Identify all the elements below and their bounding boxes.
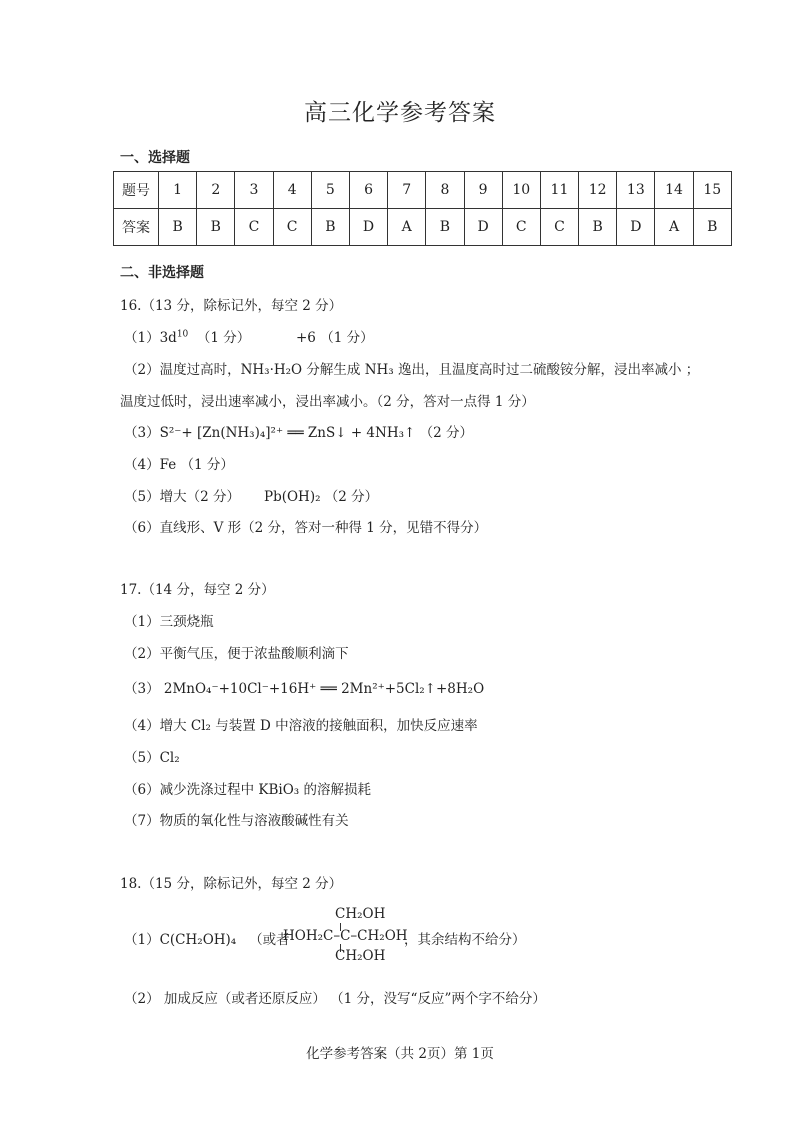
question-16-answer-4: （4）Fe （1 分） xyxy=(124,457,234,473)
table-header-answer: 答案 xyxy=(114,209,159,246)
question-17-answer-6: （6）减少洗涤过程中 KBiO₃ 的溶解损耗 xyxy=(124,782,371,798)
section-multiple-choice-heading: 一、选择题 xyxy=(120,150,190,166)
table-cell-answer: B xyxy=(311,209,349,246)
table-cell-answer: B xyxy=(159,209,197,246)
answer-text: （1 分） xyxy=(196,330,251,346)
table-cell-number: 9 xyxy=(464,172,502,209)
table-cell-answer: D xyxy=(349,209,387,246)
question-18-answer-2: （2） 加成反应（或者还原反应） （1 分，没写“反应”两个字不给分） xyxy=(124,991,546,1007)
answer-text: （5）增大（2 分） xyxy=(124,489,240,505)
question-17-answer-3: （3） 2MnO₄⁻+10Cl⁻+16H⁺ ══ 2Mn²⁺+5Cl₂↑+8H₂O xyxy=(124,681,485,697)
table-cell-answer: A xyxy=(655,209,693,246)
structure-bottom-group: CH₂OH xyxy=(335,948,386,964)
superscript: 10 xyxy=(176,329,189,340)
table-cell-answer: B xyxy=(426,209,464,246)
page-title: 高三化学参考答案 xyxy=(304,100,496,126)
question-16-answer-5-second: Pb(OH)₂ （2 分） xyxy=(264,489,379,505)
question-16-answer-2-line-1: （2）温度过高时，NH₃·H₂O 分解生成 NH₃ 逸出，且温度高时过二硫酸铵分解，浸出率减小 ； xyxy=(124,362,700,378)
table-cell-answer: D xyxy=(464,209,502,246)
structure-top-group: CH₂OH xyxy=(335,906,386,922)
table-cell-answer: B xyxy=(579,209,617,246)
table-cell-number: 7 xyxy=(388,172,426,209)
table-cell-answer: B xyxy=(197,209,235,246)
table-cell-number: 2 xyxy=(197,172,235,209)
table-cell-answer: B xyxy=(693,209,731,246)
table-cell-number: 3 xyxy=(235,172,273,209)
table-cell-number: 13 xyxy=(617,172,655,209)
answer-text: （1）3d xyxy=(124,330,177,346)
table-cell-number: 11 xyxy=(540,172,578,209)
structure-middle-chain: HOH₂C–C–CH₂OH xyxy=(283,928,408,944)
question-18-answer-1 xyxy=(124,928,290,948)
table-cell-answer: C xyxy=(235,209,273,246)
table-cell-answer: A xyxy=(388,209,426,246)
question-16-answer-2-line-2: 温度过低时，浸出速率减小，浸出率减小。（2 分，答对一点得 1 分） xyxy=(120,394,535,410)
table-header-number: 题号 xyxy=(114,172,159,209)
table-cell-number: 12 xyxy=(579,172,617,209)
answer-table xyxy=(113,171,732,246)
table-cell-number: 8 xyxy=(426,172,464,209)
question-16-answer-6: （6）直线形、V 形（2 分，答对一种得 1 分，见错不得分） xyxy=(124,520,488,536)
question-18-answer-1-tail: ，其余结构不给分） xyxy=(404,932,526,948)
question-17-heading: 17.（14 分，每空 2 分） xyxy=(120,582,275,598)
question-17-answer-2: （2）平衡气压，便于浓盐酸顺利滴下 xyxy=(124,646,349,662)
table-cell-number: 5 xyxy=(311,172,349,209)
table-cell-number: 14 xyxy=(655,172,693,209)
table-cell-number: 4 xyxy=(273,172,311,209)
question-18-heading: 18.（15 分，除标记外，每空 2 分） xyxy=(120,876,343,892)
question-17-answer-4: （4）增大 Cl₂ 与装置 D 中溶液的接触面积，加快反应速率 xyxy=(124,718,478,734)
table-cell-number: 1 xyxy=(159,172,197,209)
table-cell-answer: C xyxy=(502,209,540,246)
table-cell-number: 6 xyxy=(349,172,387,209)
question-16-answer-5 xyxy=(124,485,240,505)
question-17-answer-7: （7）物质的氧化性与溶液酸碱性有关 xyxy=(124,813,349,829)
table-row-answers xyxy=(114,209,732,246)
answer-formula: （1）C(CH₂OH)₄ xyxy=(124,932,237,948)
table-cell-number: 10 xyxy=(502,172,540,209)
page-footer: 化学参考答案（共 2页）第 1页 xyxy=(306,1046,494,1062)
question-17-answer-1: （1）三颈烧瓶 xyxy=(124,614,214,630)
question-16-answer-3: （3）S²⁻+ [Zn(NH₃)₄]²⁺ ══ ZnS↓ + 4NH₃↑ （2 分） xyxy=(124,425,474,441)
table-cell-number: 15 xyxy=(693,172,731,209)
question-17-answer-5: （5）Cl₂ xyxy=(124,750,180,766)
question-16-answer-1 xyxy=(124,326,250,346)
question-16-heading: 16.（13 分，除标记外，每空 2 分） xyxy=(120,298,343,314)
table-cell-answer: D xyxy=(617,209,655,246)
section-free-response-heading: 二、非选择题 xyxy=(120,265,204,281)
table-cell-answer: C xyxy=(273,209,311,246)
table-row-numbers xyxy=(114,172,732,209)
question-16-answer-1-second: +6 （1 分） xyxy=(296,330,374,346)
table-cell-answer: C xyxy=(540,209,578,246)
answer-text: （或者 xyxy=(249,932,290,948)
